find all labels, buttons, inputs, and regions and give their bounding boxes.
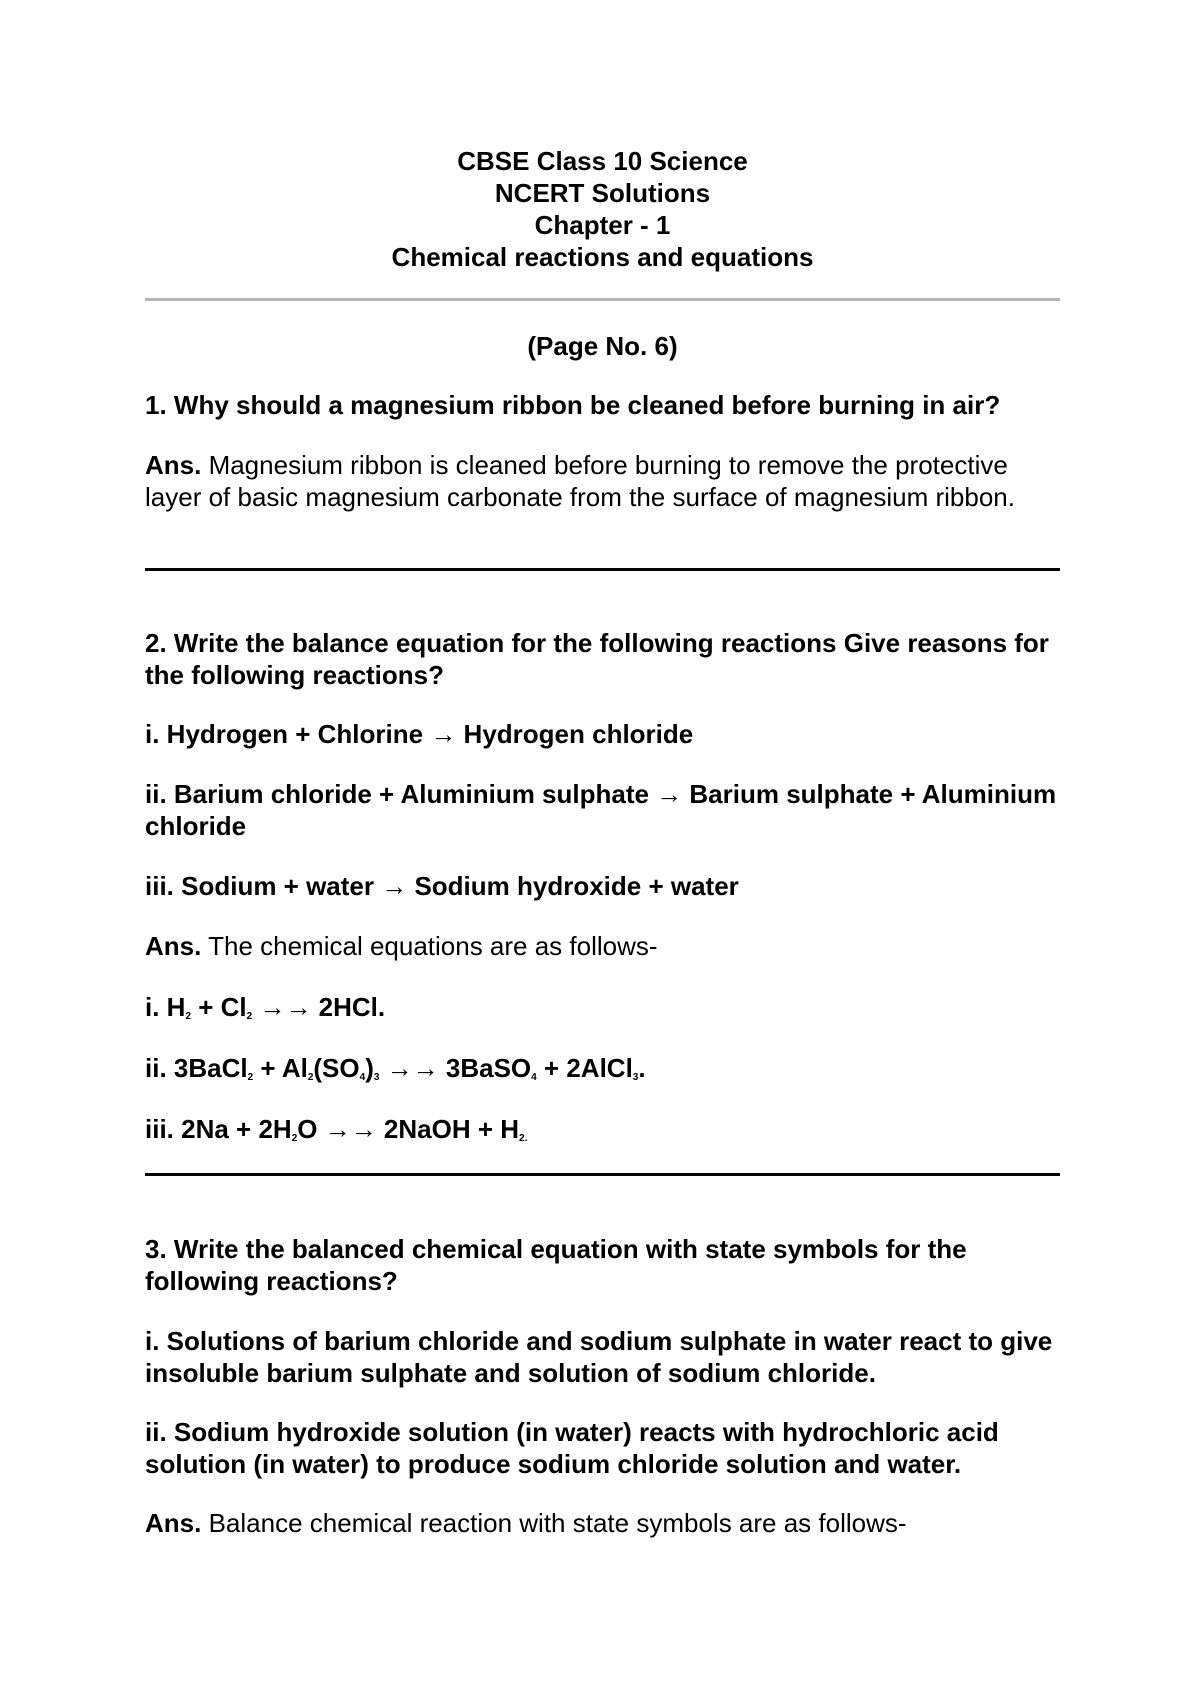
equation-3: iii. $2Na + 2H_2O$ →→ 2NaOH + $H_{2.}$ [145,1114,528,1144]
doc-title-line3: Chapter - 1 [534,210,671,240]
question-2: 2. Write the balance equation for the following reactions Give reasons for the following reactions? [145,628,1049,690]
equation-2: ii. 3BaCl$_2$ + $Al_2(SO_4)_3$ →→ 3BaSO$_4$ + 2AlCl$_3$. [145,1053,646,1083]
answer-3 [145,1507,1060,1539]
question-2-part-1: i. Hydrogen + Chlorine → Hydrogen chloride [145,719,694,749]
doc-title-line1: CBSE Class 10 Science [457,146,748,176]
answer-2 [145,930,1060,962]
doc-title-line2: NCERT Solutions [494,178,711,208]
question-3-part-1: i. Solutions of barium chloride and sodium sulphate in water react to give insoluble barium sulphate and solution of sodium chloride. [145,1326,1053,1388]
question-3-part-2: ii. Sodium hydroxide solution (in water) reacts with hydrochloric acid solution (in water) to produce sodium chloride solution and water. [145,1417,999,1479]
answer-1 [145,449,1060,513]
answer-3-text: Balance chemical reaction with state symbols are as follows- [201,1508,907,1538]
section-divider [145,1173,1060,1176]
doc-title-line4: Chemical reactions and equations [391,242,814,272]
equation-1: i. $H_2 + Cl_2 \to\to 2HCl$. [145,992,386,1022]
answer-1-text: Magnesium ribbon is cleaned before burning to remove the protective layer of basic magnesium carbonate from the surface of magnesium ribbon. [145,450,1015,512]
section-divider [145,568,1060,571]
question-3: 3. Write the balanced chemical equation with state symbols for the following reactions? [145,1234,967,1296]
question-2-part-2: ii. Barium chloride + Aluminium sulphate → Barium sulphate + Aluminium chloride [145,779,1057,841]
answer-label: Ans. [145,1508,202,1538]
answer-2-text: The chemical equations are as follows- [201,931,658,961]
answer-label: Ans. [145,450,202,480]
header-divider [145,298,1060,301]
question-1: 1. Why should a magnesium ribbon be cleaned before burning in air? [145,390,1001,420]
page-number: (Page No. 6) [527,331,678,361]
answer-label: Ans. [145,931,202,961]
question-2-part-3: iii. Sodium + water → Sodium hydroxide + water [145,871,739,901]
